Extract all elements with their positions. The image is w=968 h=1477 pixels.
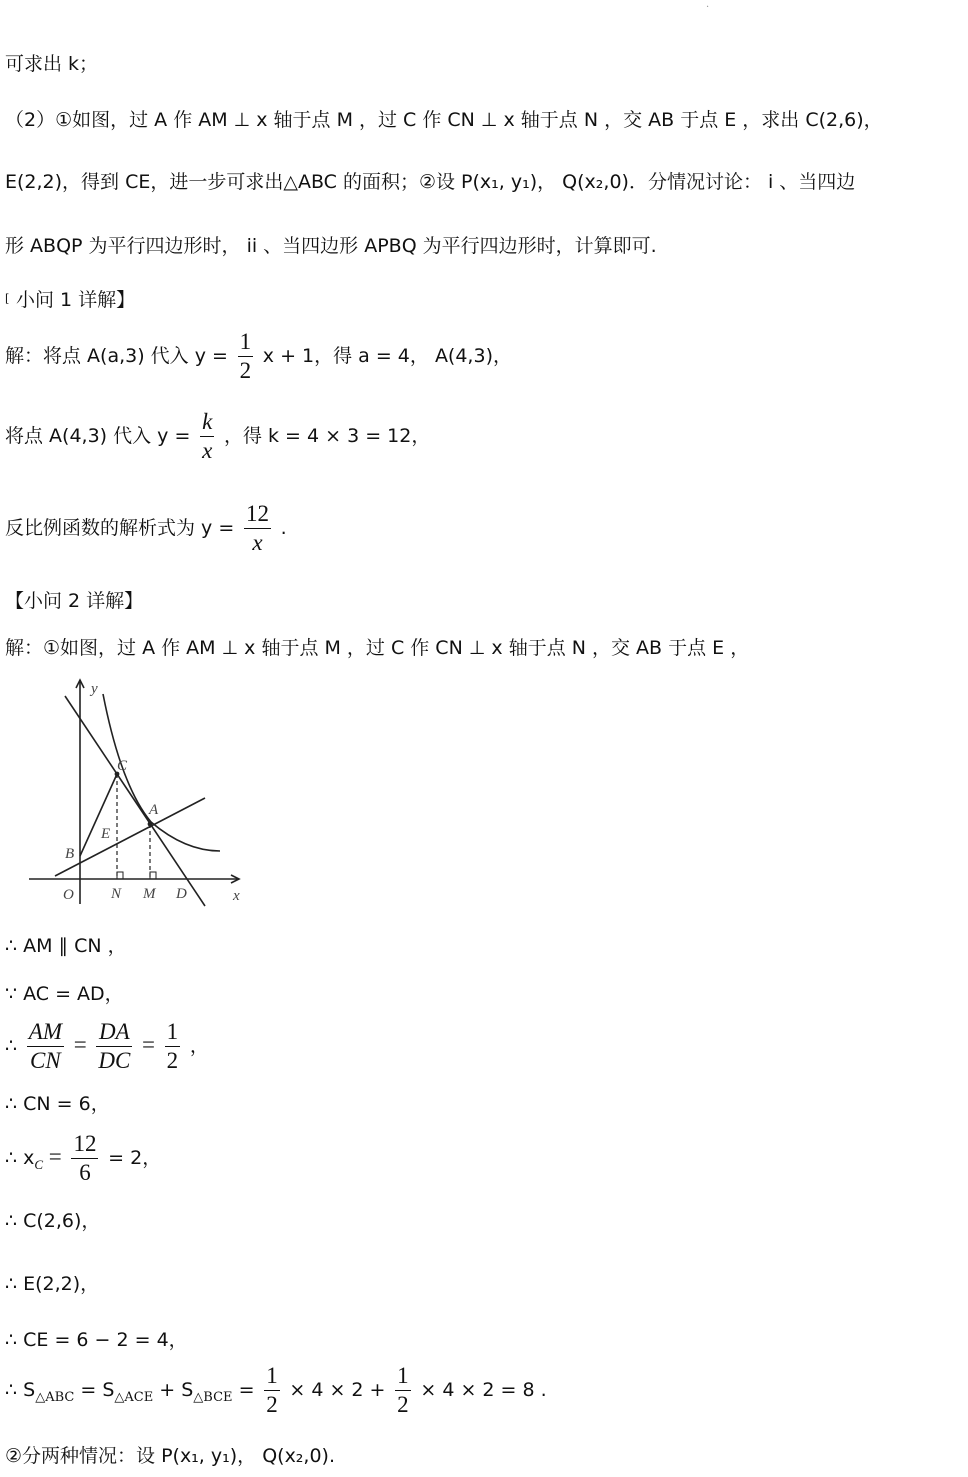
heading-part1: [ 小问 1 详解】 — [5, 289, 136, 311]
label-e: E — [101, 826, 111, 842]
label-x: x — [233, 888, 240, 904]
solution-line-4: 解：①如图，过 A 作 AM ⊥ x 轴于点 M ，过 C 作 CN ⊥ x 轴于点 N ，交 AB 于点 E ， — [5, 637, 750, 659]
fraction-one-half: $\frac{1}{2}$ — [166, 1019, 179, 1073]
step-7: ∴ E(2,2)， — [5, 1273, 100, 1295]
geometry-figure — [25, 676, 250, 908]
text-line-1: 可求出 k； — [5, 53, 99, 75]
step-6: ∴ C(2,6)， — [5, 1210, 101, 1232]
fraction-k-over-x: $\frac{k}{x}$ — [202, 409, 213, 463]
fraction-am-cn: $\frac{AM}{CN}$ — [28, 1019, 62, 1073]
fraction-da-dc: $\frac{DA}{DC}$ — [98, 1019, 131, 1073]
fraction-half-a: $\frac{1}{2}$ — [266, 1363, 278, 1417]
label-d: D — [176, 886, 187, 902]
label-y: y — [91, 681, 98, 697]
step-9: ∴ $S_{\triangle ABC} = S_{\triangle ACE} + S_{\triangle BCE}$ = $\frac{1}{2}$ × 4 × 2 + $\frac{1}{2}$ × 4 × 2 = 8 . — [5, 1363, 547, 1417]
segment-bc — [80, 774, 117, 856]
label-a: A — [149, 802, 159, 818]
step-2: ∵ AC = AD， — [5, 983, 124, 1005]
step-3: ∴ $\frac{AM}{CN}$ = $\frac{DA}{DC}$ = $\frac{1}{2}$ ， — [5, 1019, 209, 1073]
label-o: O — [63, 887, 74, 903]
right-angle-m — [150, 872, 156, 879]
solution-line-1: 解：将点 A(a,3) 代入 y = $\frac{1}{2}$ x + 1，得 a = 4， A(4,3)， — [5, 329, 512, 383]
text-line-2: （2）①如图，过 A 作 AM ⊥ x 轴于点 M ，过 C 作 CN ⊥ x 轴于点 N ，交 AB 于点 E ，求出 C(2,6)， — [5, 109, 883, 131]
stray-mark: · — [706, 2, 710, 13]
label-b: B — [65, 846, 75, 862]
fraction-12-over-x: $\frac{12}{x}$ — [245, 501, 269, 555]
fraction-half: $\frac{1}{2}$ — [239, 329, 252, 383]
solution-line-3: 反比例函数的解析式为 y = $\frac{12}{x}$ . — [5, 501, 287, 555]
text-line-4: 形 ABQP 为平行四边形时， ii 、当四边形 APBQ 为平行四边形时，计算即可. — [5, 235, 657, 257]
heading-part2: 【小问 2 详解】 — [5, 590, 144, 612]
label-n: N — [111, 886, 122, 902]
step-8: ∴ CE = 6 − 2 = 4， — [5, 1329, 188, 1351]
fraction-half-b: $\frac{1}{2}$ — [397, 1363, 409, 1417]
step-1: ∴ AM ∥ CN ， — [5, 935, 127, 957]
solution-line-2: 将点 A(4,3) 代入 y = $\frac{k}{x}$ ，得 k = 4 × 3 = 12， — [5, 409, 431, 463]
step-10: ②分两种情况：设 P(x₁, y₁)， Q(x₂,0). — [5, 1445, 336, 1467]
line-ab — [55, 798, 205, 876]
fraction-12-over-6: $\frac{12}{6}$ — [73, 1131, 97, 1185]
step-4: ∴ CN = 6， — [5, 1093, 110, 1115]
point-a — [148, 822, 153, 827]
right-angle-n — [117, 872, 123, 879]
line-cd — [65, 696, 205, 906]
label-c: C — [117, 758, 128, 774]
text-line-3: E(2,2)，得到 CE，进一步可求出△ABC 的面积；②设 P(x₁, y₁)， Q(x₂,0)．分情况讨论： i 、当四边 — [5, 171, 856, 193]
label-m: M — [143, 886, 156, 902]
step-5: ∴ $x_C$ = $\frac{12}{6}$ = 2， — [5, 1131, 162, 1185]
